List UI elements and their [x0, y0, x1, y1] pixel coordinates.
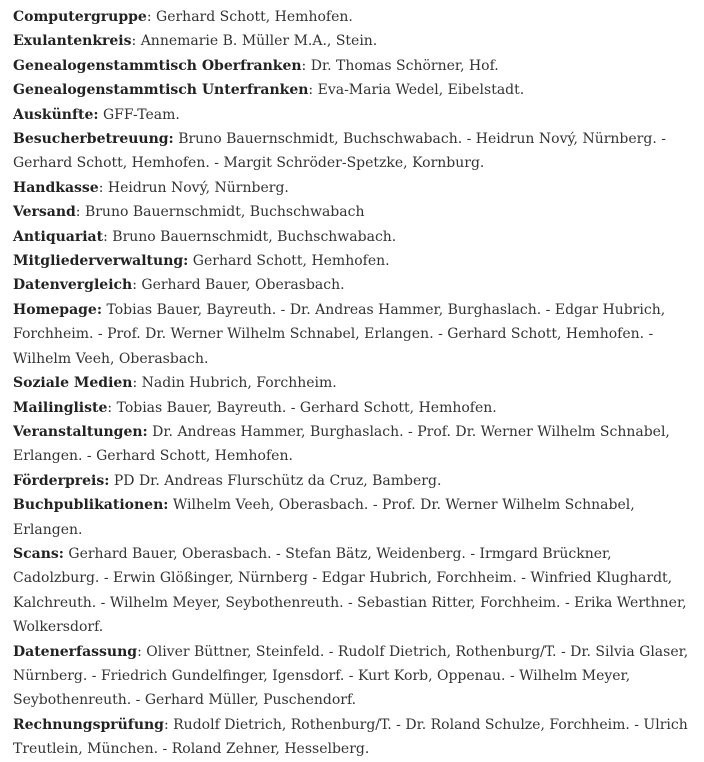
entry-separator: :: [132, 277, 142, 294]
entry-label: Versand: [13, 204, 76, 221]
entry-separator: :: [131, 33, 141, 50]
entry-text: Heidrun Nový, Nürnberg.: [107, 179, 289, 196]
entry-label: Genealogenstammtisch Oberfranken: [13, 57, 302, 74]
entry-handkasse: [13, 176, 696, 200]
entry-mitgliederverwaltung: [13, 249, 696, 273]
entry-auskuenfte: [13, 103, 696, 127]
entry-label: Auskünfte:: [13, 106, 99, 123]
entry-scans: [13, 542, 696, 640]
entry-label: Rechnungsprüfung: [13, 716, 164, 733]
entry-label: Handkasse: [13, 179, 99, 196]
entry-stammtisch-oberfranken: [13, 54, 696, 78]
entry-text: Dr. Thomas Schörner, Hof.: [310, 57, 499, 74]
entry-text: PD Dr. Andreas Flurschütz da Cruz, Bamberg.: [113, 472, 442, 489]
entry-text: Annemarie B. Müller M.A., Stein.: [140, 33, 378, 50]
entry-text: Gerhard Bauer, Oberasbach.: [141, 277, 345, 294]
entry-separator: :: [301, 57, 311, 74]
entry-label: Förderpreis:: [13, 472, 110, 489]
entry-text: Oliver Büttner, Steinfeld. - Rudolf Dietrich, Rothenburg/T. - Dr. Silvia Glaser, Nürnberg. - Friedrich Gundelfinger, Igensdorf. - Kurt Korb, Oppenau. - Wilhelm Meyer, Seybothenreuth. - Gerhard Müller, Puschendorf.: [13, 643, 689, 709]
entry-label: Antiquariat: [13, 228, 104, 245]
entry-datenvergleich: [13, 273, 696, 297]
entry-computergruppe: [13, 5, 696, 29]
entry-datenerfassung: [13, 640, 696, 713]
entry-besucherbetreuung: [13, 127, 696, 176]
entry-label: Soziale Medien: [13, 375, 133, 392]
entry-text: Wilhelm Veeh, Oberasbach. - Prof. Dr. Werner Wilhelm Schnabel, Erlangen.: [13, 497, 635, 538]
entry-label: Genealogenstammtisch Unterfranken: [13, 82, 309, 99]
entry-buchpublikationen: [13, 493, 696, 542]
entry-text: Tobias Bauer, Bayreuth. - Gerhard Schott, Hemhofen.: [116, 399, 497, 416]
entry-text: GFF-Team.: [103, 106, 180, 123]
entry-label: Computergruppe: [13, 9, 147, 25]
entry-text: Tobias Bauer, Bayreuth. - Dr. Andreas Hammer, Burghaslach. - Edgar Hubrich, Forchheim. - Prof. Dr. Werner Wilhelm Schnabel, Erlangen. - Gerhard Schott, Hemhofen. - Wilhelm Veeh, Oberasbach.: [13, 301, 666, 367]
entry-separator: :: [163, 716, 174, 733]
entry-text: Gerhard Schott, Hemhofen.: [156, 9, 353, 25]
entry-mailingliste: [13, 396, 696, 420]
entry-label: Homepage:: [13, 301, 103, 318]
entry-foerderpreis: [13, 469, 696, 493]
entry-label: Exulantenkreis: [13, 33, 132, 50]
entry-text: Bruno Bauernschmidt, Buchschwabach.: [112, 228, 397, 245]
entry-text: Gerhard Bauer, Oberasbach. - Stefan Bätz, Weidenberg. - Irmgard Brückner, Cadolzburg. - Erwin Glößinger, Nürnberg - Edgar Hubrich, Forchheim. - Winfried Klughardt, Kalchreuth. - Wilhelm Meyer, Seybothenreuth. - Sebastian Ritter, Forchheim. - Erika Werthner, Wolkersdorf.: [13, 545, 687, 636]
entry-antiquariat: [13, 225, 696, 249]
entry-label: Besucherbetreuung:: [13, 131, 174, 148]
entry-label: Veranstaltungen:: [13, 423, 148, 440]
entry-separator: :: [146, 9, 157, 25]
entry-veranstaltungen: [13, 420, 696, 469]
entry-exulantenkreis: [13, 29, 696, 53]
entry-text: Bruno Bauernschmidt, Buchschwabach: [84, 204, 365, 221]
entry-rechnungspruefung: [13, 713, 696, 762]
entry-text: Dr. Andreas Hammer, Burghaslach. - Prof. Dr. Werner Wilhelm Schnabel, Erlangen. - Gerhard Schott, Hemhofen.: [13, 423, 670, 465]
entry-separator: :: [103, 228, 113, 245]
entry-text: Nadin Hubrich, Forchheim.: [141, 375, 337, 392]
entry-separator: :: [98, 179, 108, 196]
entry-soziale-medien: [13, 371, 696, 395]
entry-versand: [13, 200, 696, 224]
entry-label: Buchpublikationen:: [13, 497, 169, 514]
entry-separator: :: [137, 643, 147, 660]
entry-separator: :: [308, 82, 318, 99]
entry-label: Mailingliste: [13, 399, 108, 416]
entry-stammtisch-unterfranken: [13, 78, 696, 102]
entry-label: Datenvergleich: [13, 277, 133, 294]
entry-text: Bruno Bauernschmidt, Buchschwabach. - Heidrun Nový, Nürnberg. - Gerhard Schott, Hemhofen. - Margit Schröder-Spetzke, Kornburg.: [13, 131, 666, 172]
entry-homepage: [13, 298, 696, 371]
entry-text: Eva-Maria Wedel, Eibelstadt.: [317, 82, 525, 99]
entry-label: Mitgliederverwaltung:: [13, 253, 189, 270]
entry-separator: :: [132, 375, 142, 392]
entry-separator: :: [75, 204, 85, 221]
entry-separator: :: [107, 399, 117, 416]
entry-text: Rudolf Dietrich, Rothenburg/T. - Dr. Roland Schulze, Forchheim. - Ulrich Treutlein, München. - Roland Zehner, Hesselberg.: [13, 716, 688, 758]
entry-label: Scans:: [13, 545, 64, 562]
entry-label: Datenerfassung: [13, 643, 138, 660]
entry-text: Gerhard Schott, Hemhofen.: [192, 253, 390, 270]
